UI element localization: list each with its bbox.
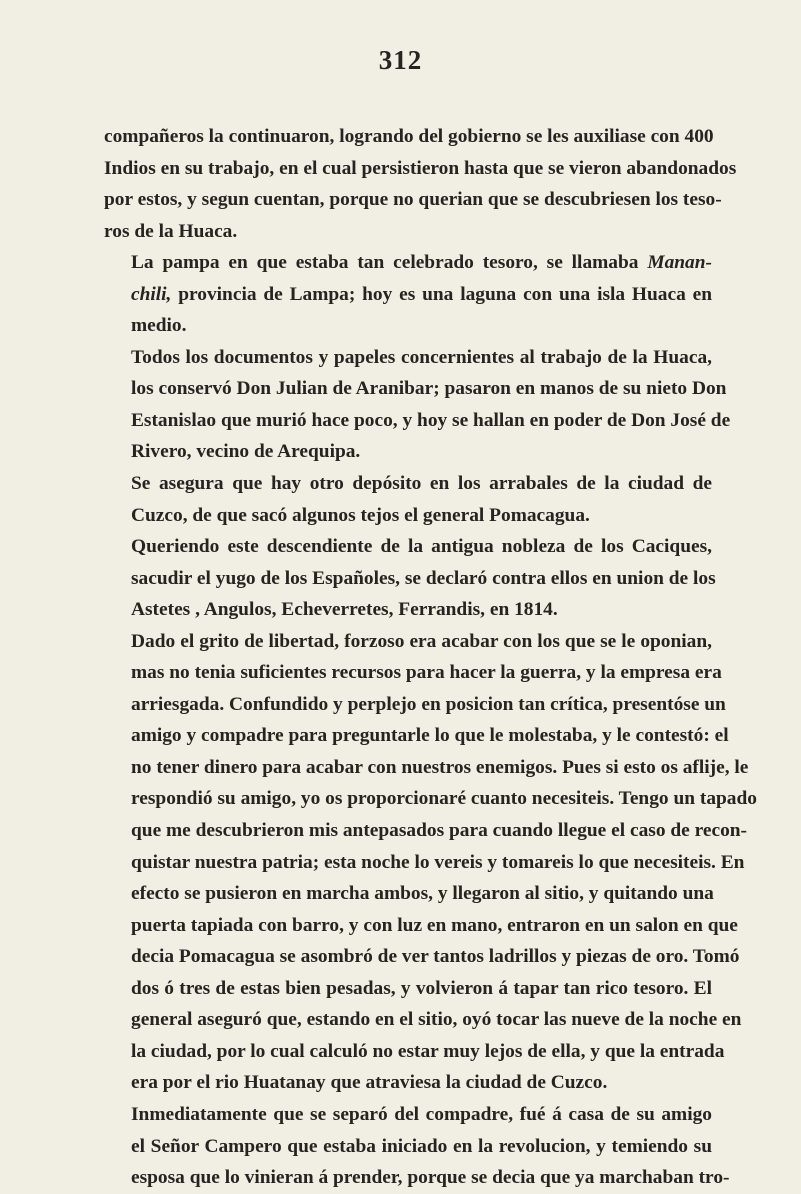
text-line: general aseguró que, estando en el sitio, oyó tocar las nueve de la noche en (131, 1009, 742, 1031)
text-line: Queriendo este descendiente de la antigua nobleza de los Caciques, (131, 536, 712, 558)
text-line: Estanislao que murió hace poco, y hoy se hallan en poder de Don José de (131, 409, 731, 431)
text-line: los conservó Don Julian de Aranibar; pasaron en manos de su nieto Don (131, 378, 727, 400)
text-line: la ciudad, por lo cual calculó no estar muy lejos de ella, y que la entrada (131, 1040, 725, 1062)
text-line: decia Pomacagua se asombró de ver tantos ladrillos y piezas de oro. Tomó (131, 946, 740, 968)
text-line: La pampa en que estaba tan celebrado tesoro, se llamaba Manan- (131, 252, 712, 274)
text-line: ros de la Huaca. (104, 220, 238, 242)
text-line: quistar nuestra patria; esta noche lo vereis y tomareis lo que necesiteis. En (131, 851, 745, 873)
text-line: chili, provincia de Lampa; hoy es una laguna con una isla Huaca en (131, 283, 712, 305)
paragraph (104, 247, 712, 342)
text-line: Indios en su trabajo, en el cual persistieron hasta que se vieron abandonados (104, 157, 737, 179)
text-line: Se asegura que hay otro depósito en los arrabales de la ciudad de (131, 473, 712, 495)
text-line: por estos, y segun cuentan, porque no querian que se descubriesen los teso- (104, 189, 722, 211)
paragraph (104, 121, 737, 247)
paragraph (104, 1099, 730, 1194)
text-line: Dado el grito de libertad, forzoso era acabar con los que se le oponian, (131, 630, 712, 652)
page-number: 312 (378, 45, 423, 75)
text-line: medio. (131, 315, 187, 337)
text-line: sacudir el yugo de los Españoles, se declaró contra ellos en union de los (131, 567, 716, 589)
text-line: no tener dinero para acabar con nuestros enemigos. Pues si esto os aflije, le (131, 756, 749, 778)
italic-word: Manan- (647, 252, 712, 274)
paragraph (104, 468, 712, 531)
italic-word: chili, (131, 283, 172, 305)
text-line: puerta tapiada con barro, y con luz en mano, entraron en un salon en que (131, 914, 738, 936)
text-line: Inmediatamente que se separó del compadre, fué á casa de su amigo (131, 1103, 712, 1125)
text-line: amigo y compadre para preguntarle lo que le molestaba, y le contestó: el (131, 725, 729, 747)
text-line: que me descubrieron mis antepasados para cuando llegue el caso de recon- (131, 820, 748, 842)
paragraph (104, 342, 731, 468)
text-line: Rivero, vecino de Arequipa. (131, 441, 361, 463)
text-line: mas no tenia suficientes recursos para hacer la guerra, y la empresa era (131, 662, 722, 684)
text-line: esposa que lo vinieran á prender, porque se decia que ya marchaban tro- (131, 1167, 730, 1189)
body-text (104, 121, 757, 1194)
text-line: compañeros la continuaron, logrando del gobierno se les auxiliase con 400 (104, 126, 714, 147)
paragraph (104, 531, 716, 626)
text-line: Astetes , Angulos, Echeverretes, Ferrandis, en 1814. (131, 599, 558, 621)
text-line: el Señor Campero que estaba iniciado en la revolucion, y temiendo su (131, 1135, 712, 1157)
text-line: dos ó tres de estas bien pesadas, y volvieron á tapar tan rico tesoro. El (131, 977, 712, 999)
text-line: Cuzco, de que sacó algunos tejos el general Pomacagua. (131, 504, 590, 526)
text-line: efecto se pusieron en marcha ambos, y llegaron al sitio, y quitando una (131, 883, 714, 905)
text-line: arriesgada. Confundido y perplejo en posicion tan crítica, presentóse un (131, 693, 726, 715)
text-line: era por el rio Huatanay que atraviesa la ciudad de Cuzco. (131, 1072, 608, 1094)
text-line: Todos los documentos y papeles concernientes al trabajo de la Huaca, (131, 346, 712, 368)
paragraph (104, 626, 757, 1099)
text-line: respondió su amigo, yo os proporcionaré cuanto necesiteis. Tengo un tapado (131, 788, 757, 810)
